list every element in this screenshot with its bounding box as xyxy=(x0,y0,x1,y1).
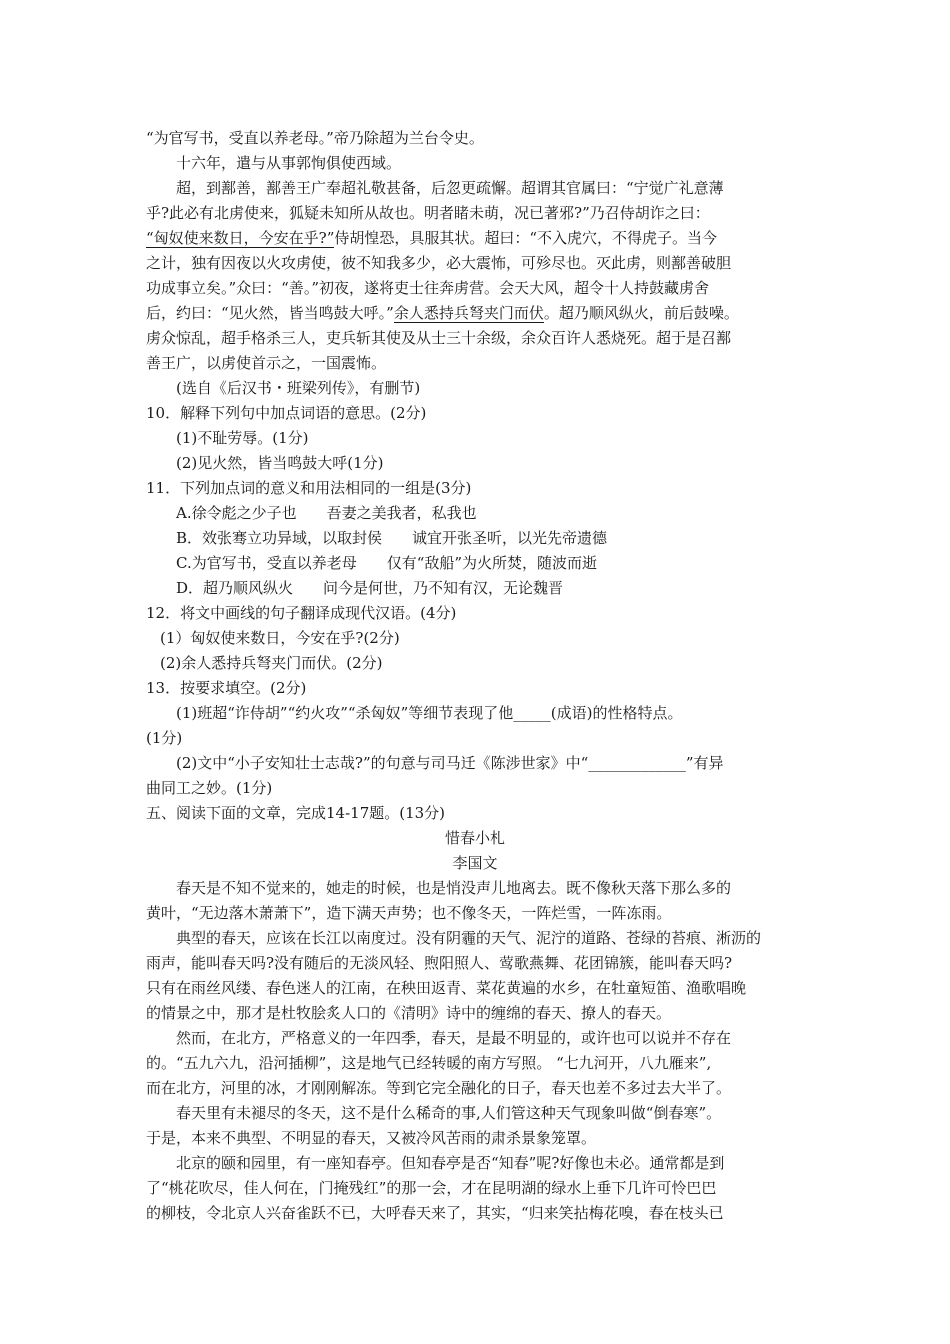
option-c: C.为官写书，受直以养老母 仅有“敌船”为火所焚，随波而逝 xyxy=(176,554,598,572)
essay-line: 只有在雨丝风缕、春色迷人的江南，在秧田返青、菜花黄遍的水乡，在牡童短笛、渔歌唱晚 xyxy=(146,979,747,997)
fill-blank: _____________ xyxy=(588,754,686,772)
essay-line: 北京的颐和园里，有一座知春亭。但知春亭是否“知春”呢?好像也未必。通常都是到 xyxy=(176,1154,725,1172)
essay-line: 春天是不知不觉来的，她走的时候，也是悄没声儿地离去。既不像秋天落下那么多的 xyxy=(176,879,732,897)
option-d: D．超乃顺风纵火 问今是何世，乃不知有汉，无论魏晋 xyxy=(176,579,564,597)
passage-line: 善王广，以虏使首示之，一国震怖。 xyxy=(146,354,387,372)
essay-line: 春天里有未褪尽的冬天，这不是什么稀奇的事,人们管这种天气现象叫做“倒春寒”。 xyxy=(176,1104,722,1122)
question-13: 13．按要求填空。(2分) xyxy=(146,679,307,697)
essay-line: 了“桃花吹尽，佳人何在，门掩残红”的那一会，才在昆明湖的绿水上垂下几许可怜巴巴 xyxy=(146,1179,717,1197)
option-b: B．效张骞立功异域，以取封侯 诚宜开张圣听，以光先帝遗德 xyxy=(176,529,608,547)
passage-line: 超，到鄯善，鄯善王广奉超礼敬甚备，后忽更疏懈。超谓其官属曰：“宁觉广礼意薄 xyxy=(176,179,724,197)
essay-author: 李国文 xyxy=(452,854,498,872)
passage-line: 后，约曰：“见火然，皆当鸣鼓大呼。”余人悉持兵弩夹门而伏。超乃顺风纵火，前后鼓噪。 xyxy=(146,304,739,322)
section-heading: 五、阅读下面的文章，完成14-17题。(13分) xyxy=(146,804,446,822)
passage-source: (选自《后汉书・班梁列传》，有删节) xyxy=(176,379,421,397)
passage-line: 之计，独有因夜以火攻虏使，彼不知我多少，必大震怖，可殄尽也。灭此虏，则鄯善破胆 xyxy=(146,254,732,272)
passage-line: 乎?此必有北虏使来，狐疑未知所从故也。明者睹未萌，况已著邪?”乃召侍胡诈之曰： xyxy=(146,204,710,222)
question-12: 12．将文中画线的句子翻译成现代汉语。(4分) xyxy=(146,604,457,622)
essay-line: 于是，本来不典型、不明显的春天，又被冷风苦雨的肃杀景象笼罩。 xyxy=(146,1129,597,1147)
question-10: 10．解释下列句中加点词语的意思。(2分) xyxy=(146,404,427,422)
passage-line: “为官写书，受直以养老母。”帝乃除超为兰台令史。 xyxy=(146,129,484,147)
question-item: (2)余人悉持兵弩夹门而伏。(2分) xyxy=(160,654,383,672)
passage-line: 功成事立矣。”众曰：“善。”初夜，遂将吏士往奔虏营。会天大风，超令十人持鼓藏虏舍 xyxy=(146,279,710,297)
fill-blank: _____ xyxy=(513,704,551,722)
question-item: (1）匈奴使来数日，今安在乎?(2分) xyxy=(160,629,400,647)
essay-line: 而在北方，河里的冰，才刚刚解冻。等到它完全融化的日子，春天也差不多过去大半了。 xyxy=(146,1079,732,1097)
essay-line: 的。“五九六九，沿河插柳”，这是地气已经转暖的南方写照。 “七九河开，八九雁来”, xyxy=(146,1054,712,1072)
question-item: (2)见火然，皆当鸣鼓大呼(1分) xyxy=(176,454,384,472)
question-item: 曲同工之妙。(1分) xyxy=(146,779,273,797)
underlined-sentence: “匈奴使来数日，今安在乎?” xyxy=(146,229,335,247)
essay-title: 惜春小札 xyxy=(444,829,505,847)
question-item: (2)文中“小子安知壮士志哉?”的句意与司马迁《陈涉世家》中“_____________”有异 xyxy=(176,754,724,772)
question-item: (1)班超“诈侍胡”“约火攻”“杀匈奴”等细节表现了他_____(成语)的性格特点。 xyxy=(176,704,683,722)
essay-line: 雨声，能叫春天吗?没有随后的无淡风轻、煦阳照人、莺歌燕舞、花团锦簇，能叫春天吗? xyxy=(146,954,733,972)
passage-line: 十六年，遣与从事郭恂俱使西域。 xyxy=(176,154,402,172)
essay-line: 黄叶，“无边落木萧萧下”，造下满天声势；也不像冬天，一阵烂雪，一阵冻雨。 xyxy=(146,904,672,922)
essay-line: 的情景之中，那才是杜牧脍炙人口的《清明》诗中的缠绵的春天、撩人的春天。 xyxy=(146,1004,672,1022)
question-item: (1)不耻劳辱。(1分) xyxy=(176,429,309,447)
question-item: (1分) xyxy=(146,729,183,747)
option-a: A.徐令彪之少子也 吾妻之美我者，私我也 xyxy=(176,504,477,522)
passage-line: “匈奴使来数日，今安在乎?”侍胡惶恐，具服其状。超曰：“不入虎穴，不得虎子。当今 xyxy=(146,229,718,247)
underlined-sentence: 余人悉持兵弩夹门而伏 xyxy=(393,304,544,322)
essay-line: 然而，在北方，严格意义的一年四季，春天，是最不明显的，或许也可以说并不存在 xyxy=(176,1029,732,1047)
question-11: 11．下列加点词的意义和用法相同的一组是(3分) xyxy=(146,479,472,497)
essay-line: 的柳枝，令北京人兴奋雀跃不已，大呼春天来了，其实，“归来笑拈梅花嗅，春在枝头已 xyxy=(146,1204,724,1222)
passage-line: 虏众惊乱，超手格杀三人，吏兵斩其使及从士三十余级，余众百许人悉烧死。超于是召鄯 xyxy=(146,329,732,347)
essay-line: 典型的春天，应该在长江以南度过。没有阴霾的天气、泥泞的道路、苍绿的苔痕、淅沥的 xyxy=(176,929,762,947)
